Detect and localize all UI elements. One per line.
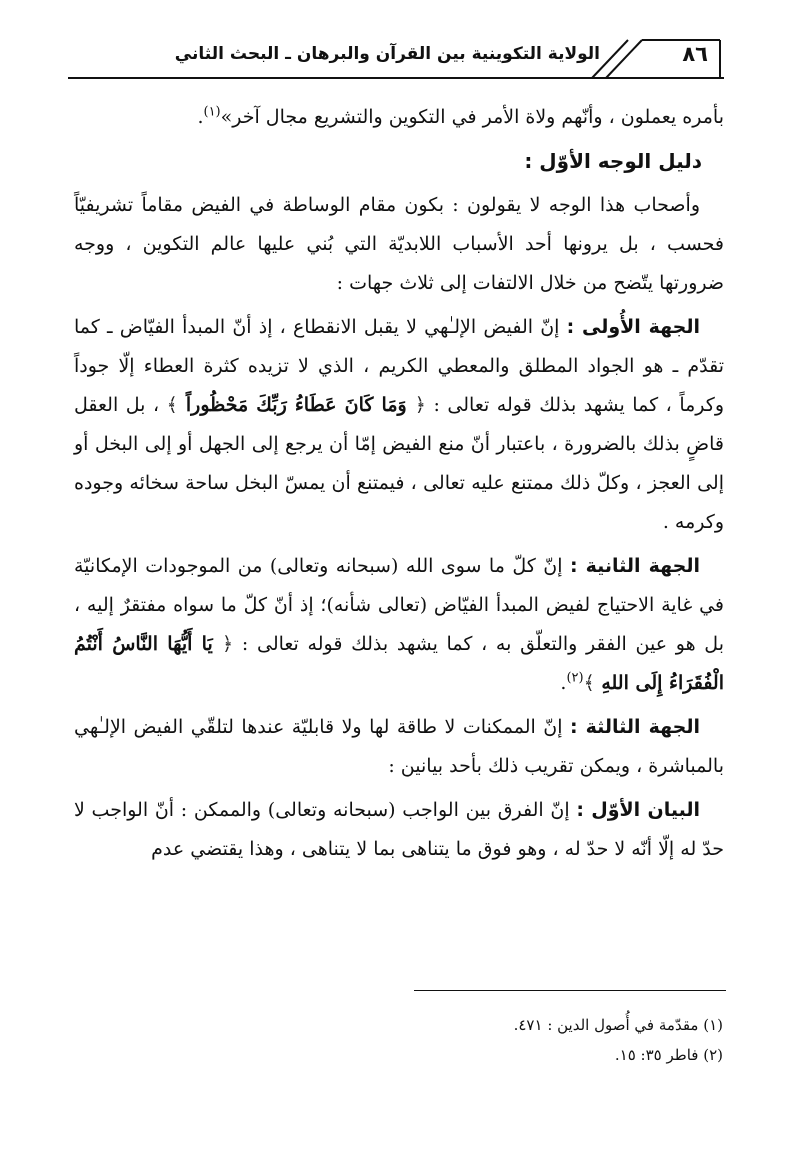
third-aspect-label: الجهة الثالثة : [569, 716, 700, 738]
footnote-divider [414, 990, 726, 991]
third-aspect-text: إنّ الممكنات لا طاقة لها ولا قابليّة عندها لتلقّي الفيض الإلـٰهي بالمباشرة ، ويمكن تقريب ذلك بأحد بيانين : [74, 716, 724, 777]
footnotes [83, 1010, 723, 1070]
continuation-line [74, 98, 724, 137]
section-heading: دليل الوجه الأوّل : [524, 149, 702, 173]
intro-paragraph: وأصحاب هذا الوجه لا يقولون : بكون مقام الوساطة في الفيض مقاماً تشريفيّاً فحسب ، بل يرونها أحد الأسباب اللابديّة التي بُني عليها عالم التكوين ، ووجه ضرورتها يتّضح من خلال الالتفات إلى ثلاث جهات : [74, 194, 724, 294]
first-statement-paragraph [74, 791, 724, 869]
quran-verse-2: يَا أَيُّهَا النَّاسُ أَنْتُمُ الْفُقَرَاءُ إِلَى اللهِ [74, 633, 724, 694]
first-statement-label: البيان الأوّل : [576, 799, 700, 821]
second-aspect-label: الجهة الثانية : [569, 555, 700, 577]
first-statement-text: إنّ الفرق بين الواجب (سبحانه وتعالى) والممكن : أنّ الواجب لا حدّ له إلّا أنّه لا حدّ له ، وهو فوق ما يتناهى بما لا يتناهى ، وهذا يقتضي عدم [74, 799, 724, 860]
line-end-dot: . [197, 106, 204, 128]
footnote-2: (٢) فاطر ٣٥: ١٥. [614, 1046, 723, 1064]
second-aspect-paragraph [74, 547, 724, 703]
page-number: ٨٦ [682, 42, 708, 66]
quran-verse-1: وَمَا كَانَ عَطَاءُ رَبِّكَ مَحْظُوراً [177, 394, 415, 416]
first-aspect-text-a: إنّ الفيض الإلـٰهي لا يقبل الانقطاع ، إذ أنّ المبدأ الفيّاض ـ كما تقدّم ـ هو الجواد المطلق والمعطي الكريم ، الذي لا تزيده كثرة العطاء إلّا جوداً وكرماً ، كما يشهد بذلك قوله تعالى : [74, 316, 724, 416]
body-text [74, 98, 724, 874]
third-aspect-paragraph [74, 708, 724, 786]
verse-open-bracket: ﴿ [222, 633, 234, 655]
verse-open-bracket: ﴿ [414, 394, 426, 416]
footnote-ref-1: (١) [203, 104, 221, 120]
second-aspect-text: إنّ كلّ ما سوى الله (سبحانه وتعالى) من الموجودات الإمكانيّة في غاية الاحتياج لفيض المبدأ الفيّاض (تعالى شأنه)؛ إذ أنّ كلّ ما سواه مفتقرٌ إليه ، بل هو عين الفقر والتعلّق به ، كما يشهد بذلك قوله تعالى : [74, 555, 724, 655]
first-aspect-text-b: ، بل العقل قاضٍ بذلك بالضرورة ، باعتبار أنّ منع الفيض إمّا أن يرجع إلى الجهل أو إلى البخل أو إلى العجز ، وكلّ ذلك ممتنع عليه تعالى ، فيمتنع أن يمسّ البخل ساحة سخائه وجوده وكرمه . [74, 394, 724, 533]
verse-close-bracket: ﴾ [166, 394, 178, 416]
first-aspect-paragraph [74, 308, 724, 542]
verse-close-bracket: ﴾ [583, 672, 595, 694]
first-aspect-label: الجهة الأُولى : [566, 316, 700, 338]
footnote-1: (١) مقدّمة في أُصول الدين : ٤٧١. [513, 1016, 723, 1034]
footnote-ref-2: (٢) [566, 670, 584, 686]
page-header [68, 36, 724, 86]
running-title: الولاية التكوينية بين القرآن والبرهان ـ البحث الثاني [174, 44, 600, 64]
quote-end: بأمره يعملون ، وأنّهم ولاة الأمر في التكوين والتشريع مجال آخر» [220, 106, 724, 128]
line-end-dot: . [560, 672, 567, 694]
